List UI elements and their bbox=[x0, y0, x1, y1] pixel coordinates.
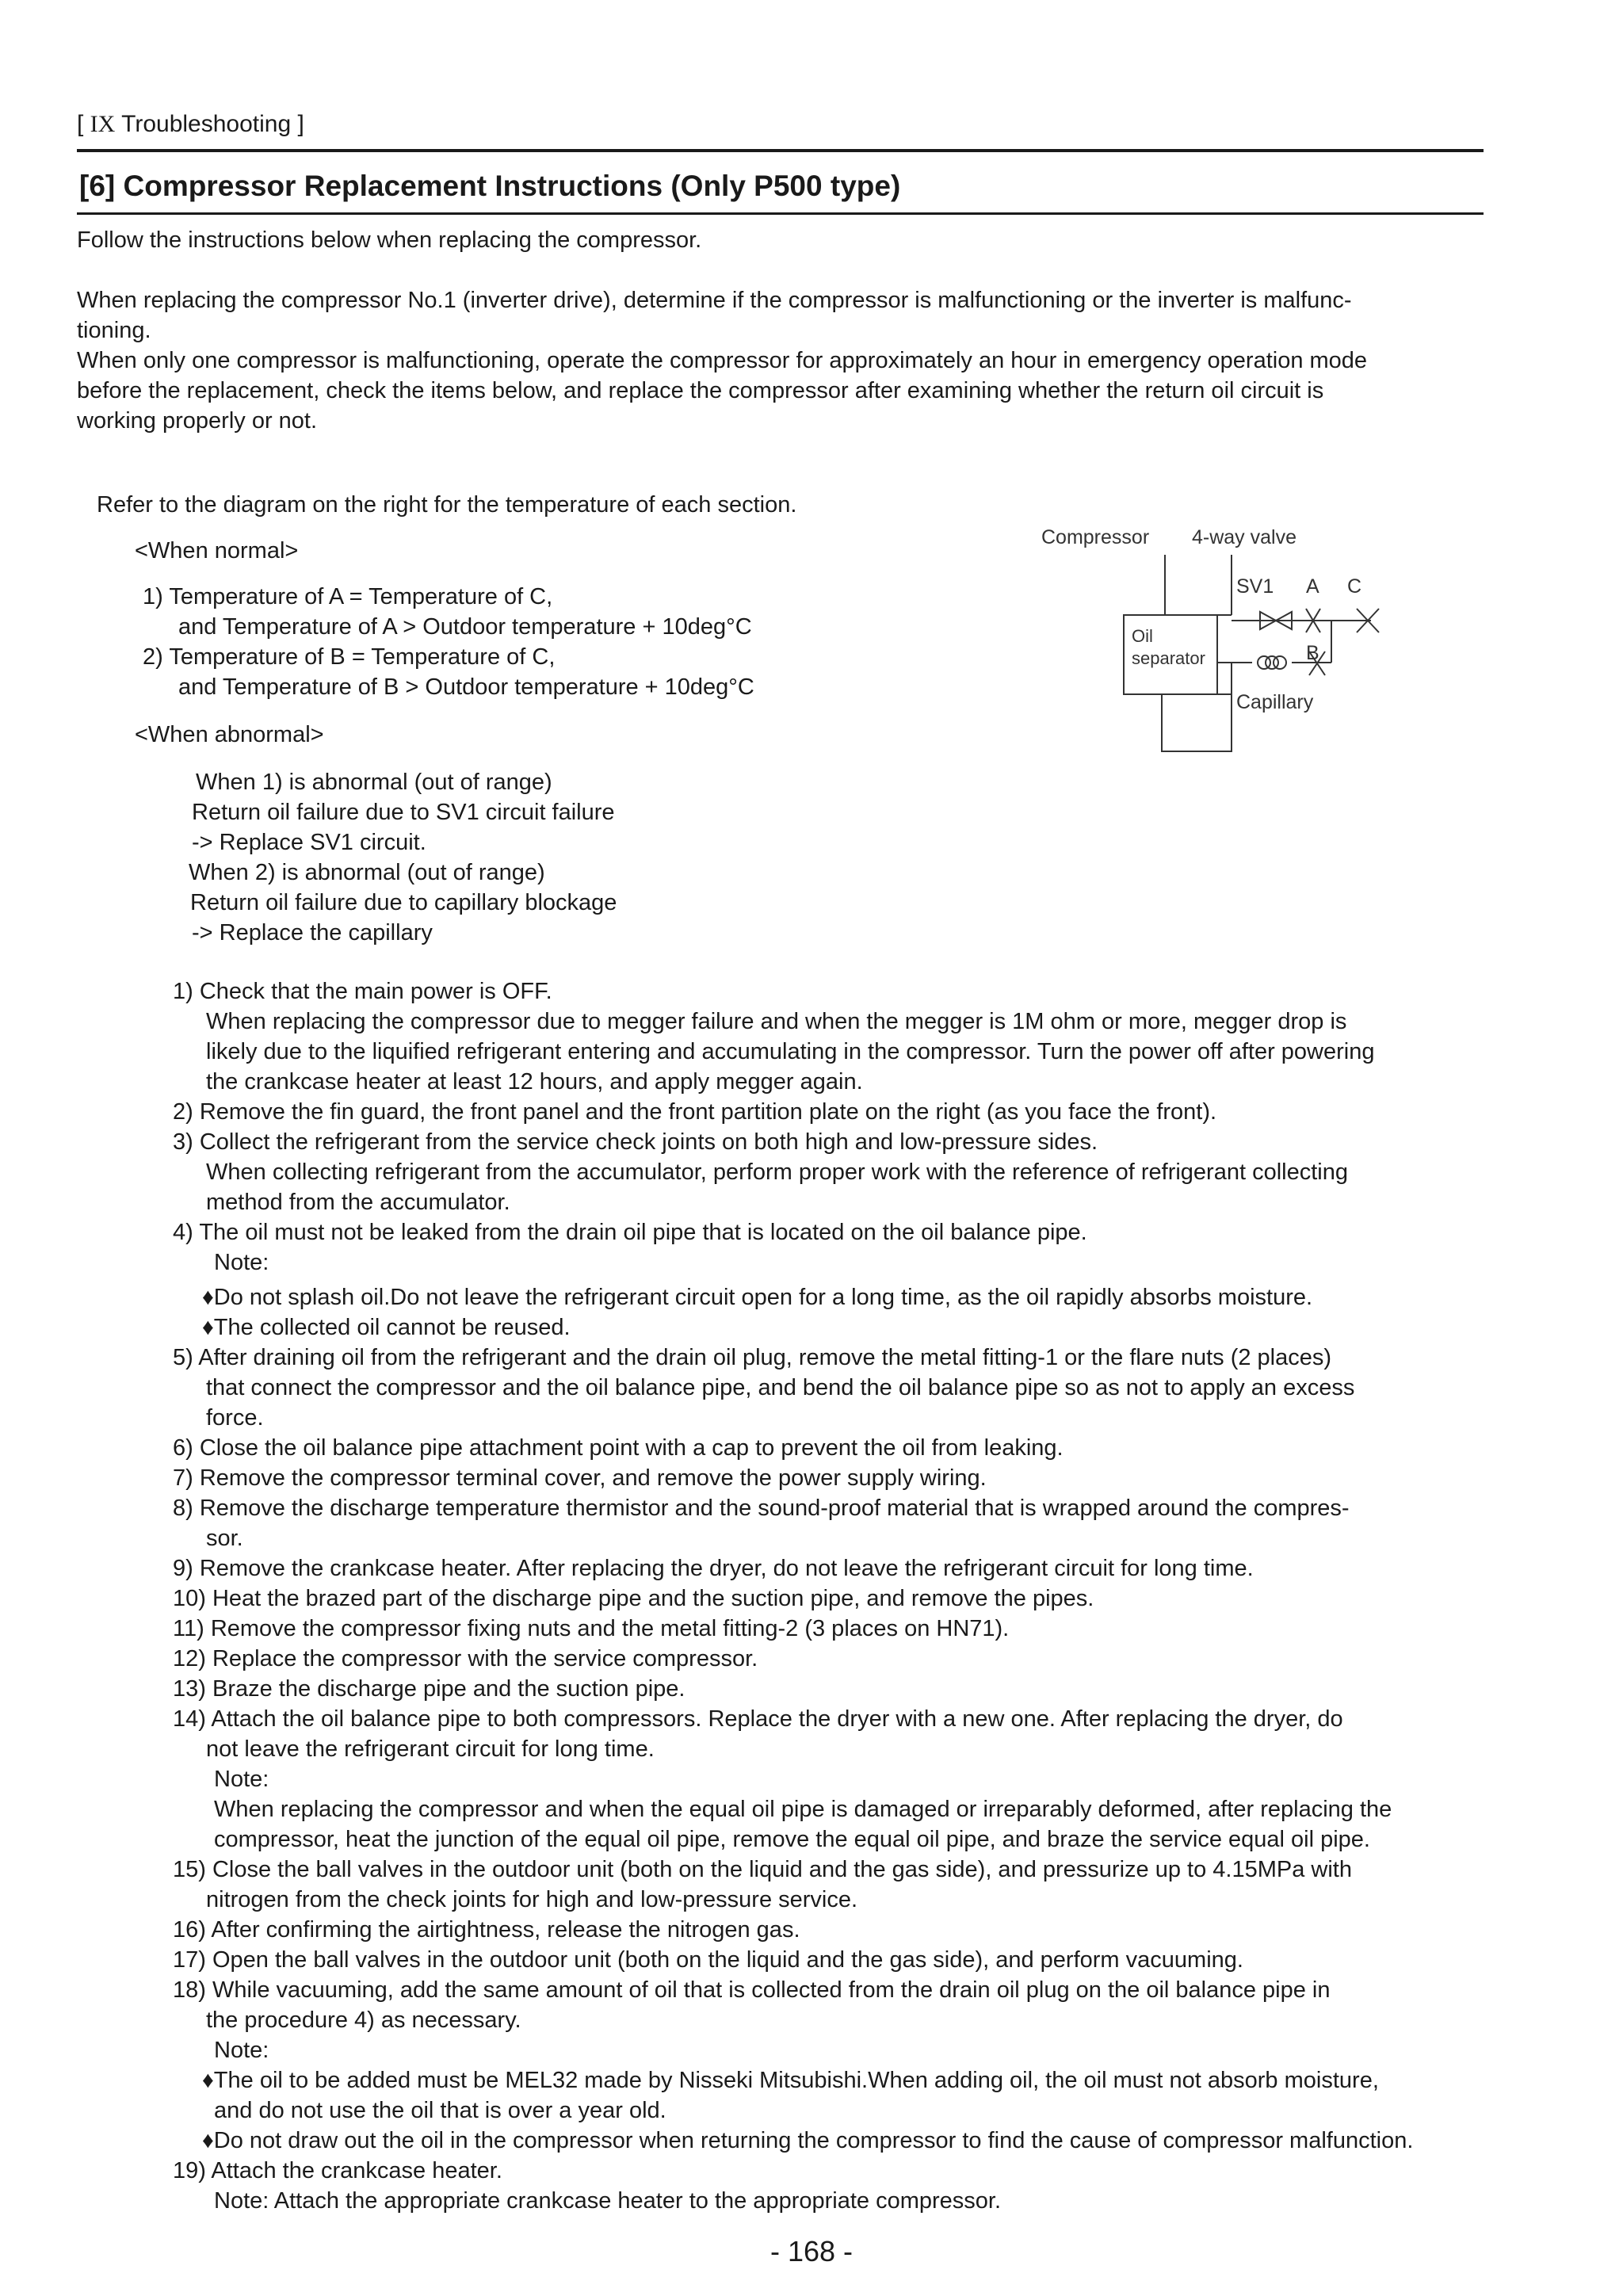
intro-line: working properly or not. bbox=[77, 408, 318, 434]
label-capillary: Capillary bbox=[1236, 691, 1314, 713]
section-name: Troubleshooting bbox=[121, 111, 292, 137]
step-line: compressor, heat the junction of the equal oil pipe, remove the equal oil pipe, and braze the service equal oil pipe. bbox=[214, 1827, 1370, 1852]
step-line: likely due to the liquified refrigerant entering and accumulating in the compressor. Turn the power off after powering bbox=[206, 1039, 1375, 1064]
label-separator: separator bbox=[1132, 648, 1205, 668]
step-line: 15) Close the ball valves in the outdoor unit (both on the liquid and the gas side), and pressurize up to 4.15MPa with bbox=[173, 1857, 1352, 1882]
step-line: 7) Remove the compressor terminal cover, and remove the power supply wiring. bbox=[173, 1465, 987, 1491]
step-line: 18) While vacuuming, add the same amount of oil that is collected from the drain oil plug on the oil balance pipe in bbox=[173, 1977, 1331, 2003]
intro-line: When replacing the compressor No.1 (inverter drive), determine if the compressor is malfunctioning or the inverter is malfunc- bbox=[77, 288, 1352, 313]
step-line: method from the accumulator. bbox=[206, 1190, 510, 1215]
step-line: 4) The oil must not be leaked from the drain oil pipe that is located on the oil balance pipe. bbox=[173, 1220, 1087, 1245]
step-line: 2) Remove the fin guard, the front panel and the front partition plate on the right (as you face the front). bbox=[173, 1099, 1217, 1125]
step-line: ♦Do not splash oil.Do not leave the refrigerant circuit open for a long time, as the oil rapidly absorbs moisture. bbox=[202, 1285, 1313, 1310]
label-oil: Oil bbox=[1132, 626, 1153, 646]
abnormal-line: When 1) is abnormal (out of range) bbox=[196, 770, 552, 795]
step-line: 3) Collect the refrigerant from the service check joints on both high and low-pressure sides. bbox=[173, 1129, 1098, 1155]
intro-line: Follow the instructions below when replacing the compressor. bbox=[77, 227, 702, 253]
title-rule bbox=[77, 212, 1484, 215]
step-line: 14) Attach the oil balance pipe to both compressors. Replace the dryer with a new one. After replacing the dryer, do bbox=[173, 1706, 1343, 1732]
step-line: not leave the refrigerant circuit for long time. bbox=[206, 1736, 655, 1762]
label-4way-valve: 4-way valve bbox=[1192, 526, 1296, 548]
page-title: [6] Compressor Replacement Instructions (Only P500 type) bbox=[79, 170, 901, 202]
step-line: ♦The oil to be added must be MEL32 made by Nisseki Mitsubishi.When adding oil, the oil must not absorb moisture, bbox=[202, 2068, 1379, 2093]
refer-text: Refer to the diagram on the right for the temperature of each section. bbox=[97, 492, 797, 518]
normal-line: and Temperature of A > Outdoor temperature + 10deg°C bbox=[178, 614, 752, 640]
step-line: Note: bbox=[214, 2038, 269, 2063]
step-line: 13) Braze the discharge pipe and the suction pipe. bbox=[173, 1676, 685, 1702]
step-line: and do not use the oil that is over a year old. bbox=[214, 2098, 666, 2123]
header-rule bbox=[77, 149, 1484, 152]
normal-heading: <When normal> bbox=[135, 538, 299, 563]
step-line: When collecting refrigerant from the accumulator, perform proper work with the reference of refrigerant collecting bbox=[206, 1159, 1348, 1185]
step-line: 8) Remove the discharge temperature thermistor and the sound-proof material that is wrapped around the compres- bbox=[173, 1496, 1350, 1521]
step-line: 6) Close the oil balance pipe attachment point with a cap to prevent the oil from leaking. bbox=[173, 1435, 1064, 1461]
label-a: A bbox=[1306, 575, 1319, 598]
normal-line: 1) Temperature of A = Temperature of C, bbox=[143, 584, 553, 609]
abnormal-heading: <When abnormal> bbox=[135, 722, 324, 747]
abnormal-line: Return oil failure due to capillary blockage bbox=[190, 890, 617, 915]
label-sv1: SV1 bbox=[1236, 575, 1274, 598]
abnormal-line: When 2) is abnormal (out of range) bbox=[189, 860, 545, 885]
abnormal-line: Return oil failure due to SV1 circuit failure bbox=[192, 800, 615, 825]
step-line: 9) Remove the crankcase heater. After replacing the dryer, do not leave the refrigerant circuit for long time. bbox=[173, 1556, 1254, 1581]
step-line: ♦The collected oil cannot be reused. bbox=[202, 1315, 571, 1340]
step-line: force. bbox=[206, 1405, 264, 1431]
step-line: 19) Attach the crankcase heater. bbox=[173, 2158, 502, 2183]
step-line: Note: bbox=[214, 1250, 269, 1275]
label-c: C bbox=[1347, 575, 1362, 598]
step-line: 5) After draining oil from the refrigerant and the drain oil plug, remove the metal fitting-1 or the flare nuts (2 places) bbox=[173, 1345, 1332, 1370]
page-number: - 168 - bbox=[769, 2235, 854, 2267]
step-line: sor. bbox=[206, 1526, 243, 1551]
normal-line: 2) Temperature of B = Temperature of C, bbox=[143, 644, 556, 670]
normal-line: and Temperature of B > Outdoor temperature + 10deg°C bbox=[178, 674, 754, 700]
section-header: [ IX Troubleshooting ] bbox=[77, 111, 304, 137]
step-line: 12) Replace the compressor with the service compressor. bbox=[173, 1646, 758, 1671]
intro-line: When only one compressor is malfunctioning, operate the compressor for approximately an hour in emergency operation mode bbox=[77, 348, 1368, 373]
step-line: the procedure 4) as necessary. bbox=[206, 2008, 521, 2033]
intro-line: tioning. bbox=[77, 318, 151, 343]
intro-line: before the replacement, check the items below, and replace the compressor after examining whether the return oil circuit is bbox=[77, 378, 1324, 403]
step-line: that connect the compressor and the oil balance pipe, and bend the oil balance pipe so as not to apply an excess bbox=[206, 1375, 1355, 1400]
step-line: Note: Attach the appropriate crankcase heater to the appropriate compressor. bbox=[214, 2188, 1002, 2214]
step-line: 11) Remove the compressor fixing nuts and the metal fitting-2 (3 places on HN71). bbox=[173, 1616, 1010, 1641]
step-line: 17) Open the ball valves in the outdoor unit (both on the liquid and the gas side), and perform vacuuming. bbox=[173, 1947, 1243, 1973]
step-line: the crankcase heater at least 12 hours, and apply megger again. bbox=[206, 1069, 863, 1095]
step-line: When replacing the compressor and when the equal oil pipe is damaged or irreparably deformed, after replacing the bbox=[214, 1797, 1392, 1822]
step-line: 16) After confirming the airtightness, release the nitrogen gas. bbox=[173, 1917, 800, 1943]
step-line: 10) Heat the brazed part of the discharge pipe and the suction pipe, and remove the pipes. bbox=[173, 1586, 1094, 1611]
step-line: Note: bbox=[214, 1767, 269, 1792]
step-line: 1) Check that the main power is OFF. bbox=[173, 979, 552, 1004]
step-line: When replacing the compressor due to megger failure and when the megger is 1M ohm or more, megger drop is bbox=[206, 1009, 1347, 1034]
abnormal-line: -> Replace SV1 circuit. bbox=[192, 830, 426, 855]
abnormal-line: -> Replace the capillary bbox=[192, 920, 433, 946]
label-compressor: Compressor bbox=[1041, 526, 1150, 548]
step-line: ♦Do not draw out the oil in the compressor when returning the compressor to find the cause of compressor malfunction. bbox=[202, 2128, 1414, 2153]
step-line: nitrogen from the check joints for high and low-pressure service. bbox=[206, 1887, 858, 1912]
section-roman-numeral: IX bbox=[90, 111, 116, 137]
label-b: B bbox=[1306, 642, 1319, 664]
